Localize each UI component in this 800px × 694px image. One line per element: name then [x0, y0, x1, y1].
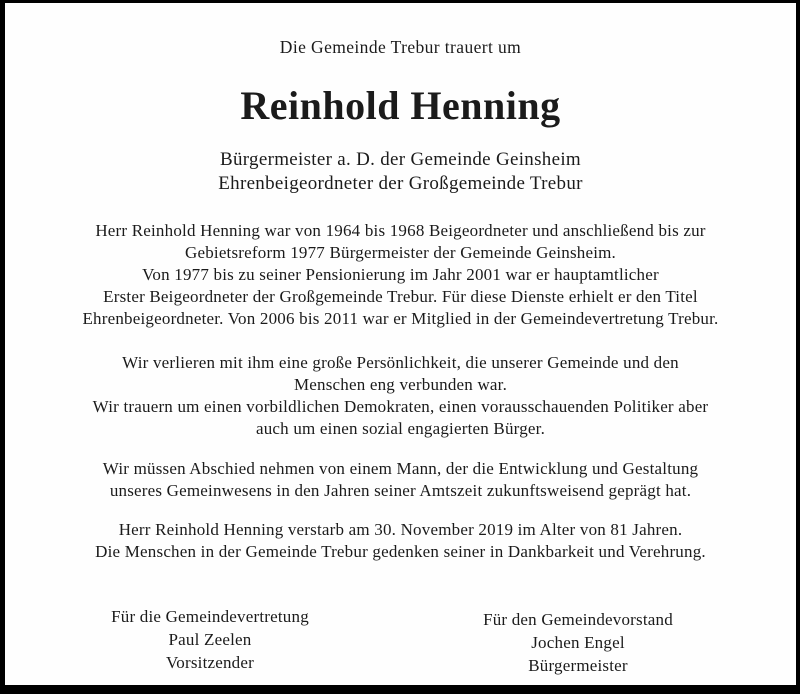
signature-org: Für den Gemeindevorstand	[483, 610, 673, 629]
text-line: Wir verlieren mit ihm eine große Persönlichkeit, die unserer Gemeinde und den	[122, 353, 679, 372]
text-line: Von 1977 bis zu seiner Pensionierung im Jahr 2001 war er hauptamtlicher	[142, 265, 659, 284]
deceased-name: Reinhold Henning	[240, 83, 561, 128]
signature-role: Bürgermeister	[528, 656, 628, 675]
text-line: Gebietsreform 1977 Bürgermeister der Gemeinde Geinsheim.	[184, 243, 617, 262]
death-notice-paragraph	[5, 519, 796, 563]
intro-line: Die Gemeinde Trebur trauert um	[279, 37, 522, 57]
text-line: Erster Beigeordneter der Großgemeinde Trebur. Für diese Dienste erhielt er den Titel	[103, 287, 698, 306]
deceased-titles	[5, 148, 796, 196]
signature-org: Für die Gemeindevertretung	[111, 607, 309, 626]
text-line: Menschen eng verbunden war.	[293, 375, 508, 394]
text-line: Die Menschen in der Gemeinde Trebur gedenken seiner in Dankbarkeit und Verehrung.	[95, 542, 706, 561]
signature-row	[5, 605, 796, 677]
title-line: Ehrenbeigeordneter der Großgemeinde Trebur	[218, 173, 583, 194]
text-line: Ehrenbeigeordneter. Von 2006 bis 2011 war er Mitglied in der Gemeindevertretung Trebur.	[82, 309, 719, 328]
signature-name: Paul Zeelen	[168, 630, 252, 649]
text-line: unseres Gemeinwesens in den Jahren seiner Amtszeit zukunftsweisend geprägt hat.	[109, 481, 692, 500]
signature-gemeindevorstand	[428, 605, 728, 677]
text-line: Herr Reinhold Henning war von 1964 bis 1968 Beigeordneter und anschließend bis zur	[95, 221, 706, 240]
title-line: Bürgermeister a. D. der Gemeinde Geinsheim	[219, 149, 581, 170]
text-line: auch um einen sozial engagierten Bürger.	[255, 419, 546, 438]
text-line: Herr Reinhold Henning verstarb am 30. November 2019 im Alter von 81 Jahren.	[118, 520, 683, 539]
text-line: Wir trauern um einen vorbildlichen Demokraten, einen vorausschauenden Politiker aber	[92, 397, 709, 416]
signature-gemeindevertretung	[60, 605, 360, 677]
text-line: Wir müssen Abschied nehmen von einem Mann, der die Entwicklung und Gestaltung	[102, 459, 699, 478]
farewell-paragraph	[5, 458, 796, 502]
biography-paragraph	[5, 220, 796, 330]
signature-name: Jochen Engel	[531, 633, 625, 652]
tribute-paragraph	[5, 352, 796, 440]
signature-role: Vorsitzender	[165, 653, 254, 672]
